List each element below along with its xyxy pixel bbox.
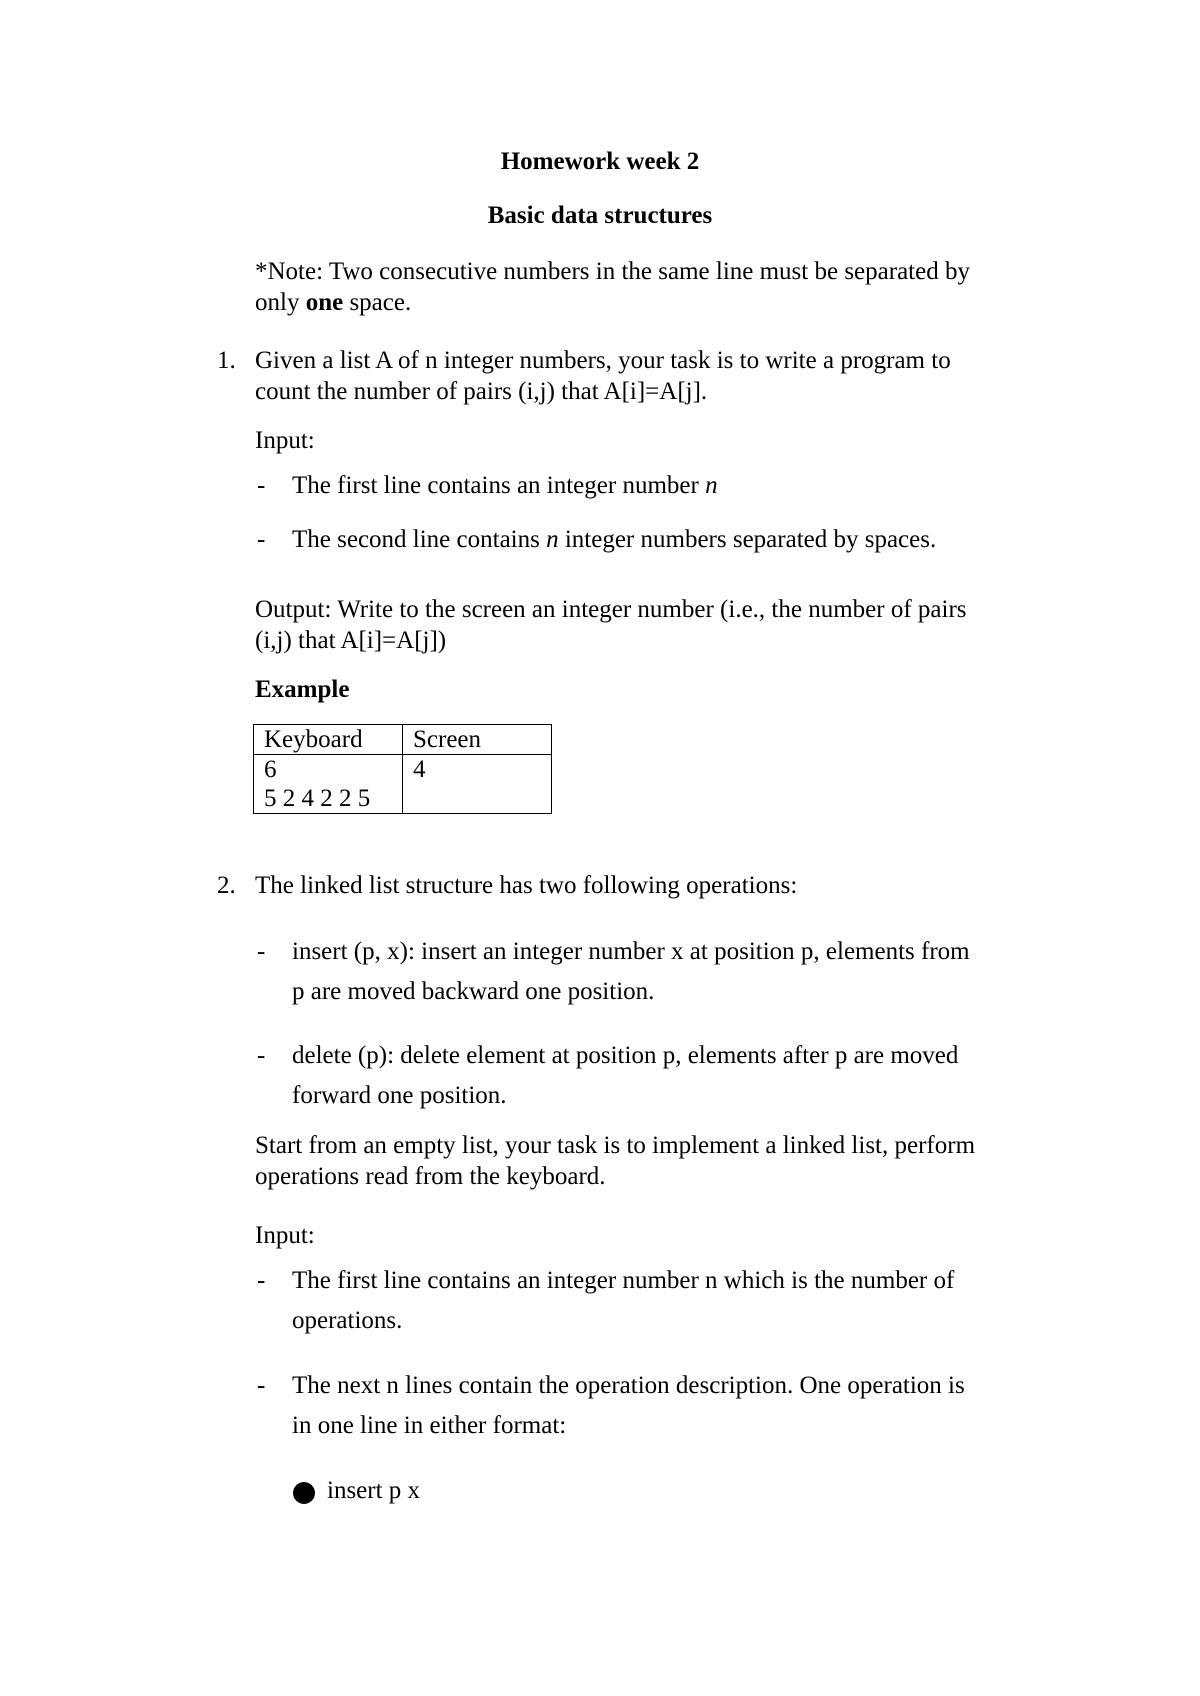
format-insert: insert p x	[327, 1477, 421, 1504]
problem-1-output-line-1: Output: Write to the screen an integer number (i.e., the number of pairs	[255, 596, 967, 623]
problem-2-op-2-line-2: forward one position.	[292, 1082, 507, 1109]
bullet-dot-icon	[293, 1482, 315, 1504]
input-item-text: The second line contains	[292, 526, 547, 553]
table-header-screen: Screen	[403, 725, 552, 755]
problem-2-input-dash-2: -	[257, 1372, 266, 1399]
problem-2-op-1-line-1: insert (p, x): insert an integer number x at position p, elements from	[292, 938, 970, 965]
problem-2-number: 2.	[217, 872, 236, 899]
note-line-2	[255, 287, 411, 318]
input-item-text: The first line contains an integer number	[292, 472, 706, 499]
problem-2-op-2-line-1: delete (p): delete element at position p, elements after p are moved	[292, 1042, 959, 1069]
problem-2-start-line-2: operations read from the keyboard.	[255, 1163, 606, 1190]
note-text-end: space.	[343, 289, 412, 316]
problem-2-op-dash-1: -	[257, 938, 266, 965]
note-emphasis: one	[305, 289, 344, 316]
input-item-var: n	[705, 472, 718, 499]
table-header-row	[254, 725, 552, 755]
problem-2-input-2-line-2: in one line in either format:	[292, 1412, 567, 1439]
input-item-after: integer numbers separated by spaces.	[558, 526, 937, 553]
note-text: only	[255, 289, 306, 316]
table-cell-screen: 4	[403, 755, 552, 814]
keyboard-line: 5 2 4 2 2 5	[264, 785, 371, 812]
note-line-1: *Note: Two consecutive numbers in the same line must be separated by	[255, 258, 970, 285]
problem-1-line-1: Given a list A of n integer numbers, your task is to write a program to	[255, 347, 951, 374]
problem-1-example-label: Example	[255, 676, 350, 703]
problem-2-line-1: The linked list structure has two following operations:	[255, 872, 798, 899]
problem-2-input-1-line-2: operations.	[292, 1307, 403, 1334]
problem-1-input-label: Input:	[255, 427, 315, 454]
problem-1-output-line-2: (i,j) that A[i]=A[j])	[255, 627, 447, 654]
problem-2-input-dash-1: -	[257, 1267, 266, 1294]
table-header-keyboard: Keyboard	[254, 725, 403, 755]
problem-1-number: 1.	[217, 347, 236, 374]
input-item-var: n	[546, 526, 559, 553]
table-cell-keyboard	[254, 755, 403, 814]
keyboard-line: 6	[264, 756, 277, 783]
problem-2-op-dash-2: -	[257, 1042, 266, 1069]
page-subtitle: Basic data structures	[487, 202, 713, 229]
problem-2-input-label: Input:	[255, 1222, 315, 1249]
problem-1-input-item-1	[292, 470, 718, 501]
problem-1-input-dash-2: -	[257, 526, 266, 553]
problem-2-start-line-1: Start from an empty list, your task is to implement a linked list, perform	[255, 1132, 976, 1159]
problem-2-op-1-line-2: p are moved backward one position.	[292, 978, 655, 1005]
problem-2-input-1-line-1: The first line contains an integer number n which is the number of	[292, 1267, 955, 1294]
table-row	[254, 755, 552, 814]
problem-1-input-dash-1: -	[257, 472, 266, 499]
problem-1-line-2: count the number of pairs (i,j) that A[i]=A[j].	[255, 378, 708, 405]
example-table	[253, 724, 552, 814]
problem-1-input-item-2	[292, 524, 936, 555]
page-title: Homework week 2	[500, 148, 700, 175]
problem-2-input-2-line-1: The next n lines contain the operation description. One operation is	[292, 1372, 965, 1399]
